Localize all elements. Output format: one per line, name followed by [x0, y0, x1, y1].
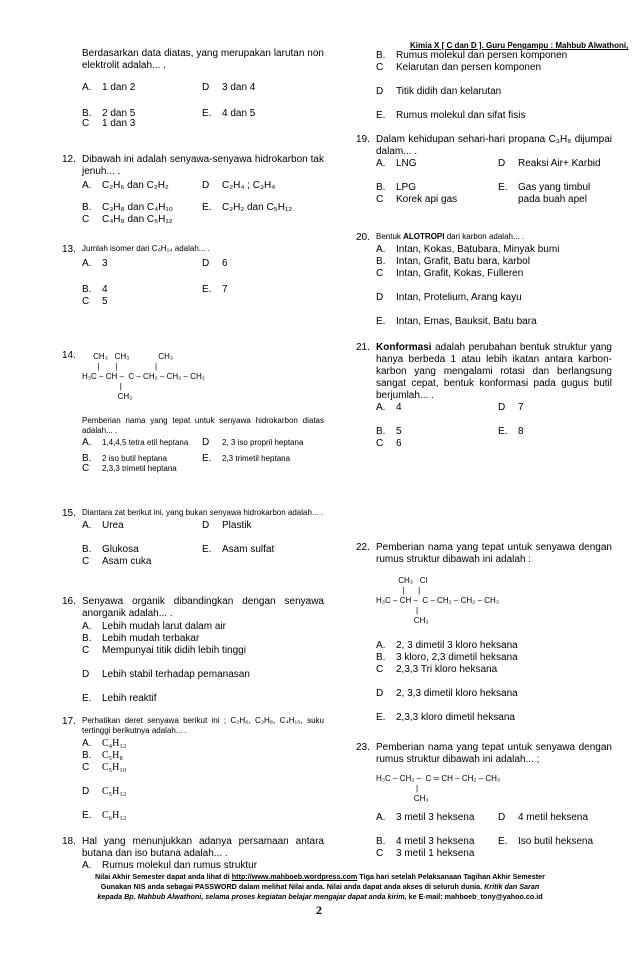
question-15: 15. Diantara zat berikut ini, yang bukan senyawa hidrokarbon adalah... . A. Urea D Plastik B. Glukosa E. Asam sulfat C Asam cuka: [62, 508, 324, 567]
structural-formula: H₃C – CH₂ – C ═ CH – CH₂ – CH₃ | CH₃: [376, 774, 501, 803]
option-b[interactable]: Glukosa: [102, 544, 139, 555]
question-number: 14.: [62, 350, 76, 361]
question-number: 19.: [356, 134, 370, 145]
question-14: 14. CH₃ CH₃ CH₃ | | | H₃C – CH – C – CH₂ – CH₂ – CH₂ | CH₃ Pemberian nama yang tepat untuk senyawa hidrokarbon diatas adalah... . A. 1,4,4,5 tetra etil heptana D 2, 3 iso propril heptana B. 2 iso butil heptana E. 2,3 trimetil heptana C 2,3,3 trimetil heptana: [62, 350, 324, 474]
question-18-continued: B. Rumus molekul dan persen komponen C Kelarutan dan persen komponen D Titik didih dan kelarutan E. Rumus molekul dan sifat fisis: [376, 50, 568, 121]
option-a[interactable]: 1,4,4,5 tetra etil heptana: [102, 438, 189, 447]
option-d[interactable]: C₅H₁₂: [102, 786, 127, 797]
page-header: Kimia X [ C dan D ]. Guru Pengampu : Mahbub Alwathoni,: [410, 41, 629, 50]
option-d[interactable]: 3 dan 4: [222, 82, 256, 93]
question-20: 20. Bentuk ALOTROPI dari karbon adalah... . A. Intan, Kokas, Batubara, Minyak bumi B. Intan, Grafit, Batu bara, karbol C Intan, Grafit, Kokas, Fulleren D Intan, Protelium, Arang kayu E. Intan, Emas, Bauksit, Batu bara: [356, 232, 612, 328]
question-number: 15.: [62, 508, 76, 519]
option-d[interactable]: 2, 3,3 dimetil kloro heksana: [396, 688, 518, 699]
option-e[interactable]: C₂H₂ dan C₅H₁₂: [222, 202, 293, 213]
option-a[interactable]: 4: [396, 402, 402, 413]
option-c[interactable]: C₅H₁₀: [102, 762, 127, 773]
option-e[interactable]: 4 dan 5: [222, 108, 256, 119]
question-number: 13.: [62, 244, 76, 255]
option-c[interactable]: 2,3,3 Tri kloro heksana: [396, 664, 498, 675]
option-d[interactable]: C₂H₄ ; C₃H₄: [222, 180, 276, 191]
option-b[interactable]: 5: [396, 426, 402, 437]
option-b[interactable]: LPG: [396, 182, 417, 193]
question-number: 22.: [356, 542, 370, 553]
option-d[interactable]: 2, 3 iso propril heptana: [222, 438, 304, 447]
option-d[interactable]: 6: [222, 258, 228, 269]
question-number: 23.: [356, 742, 370, 753]
option-c[interactable]: Kelarutan dan persen komponen: [396, 62, 542, 73]
question-stem: Dibawah ini adalah senyawa-senyawa hidrokarbon tak jenuh... .: [82, 154, 324, 177]
option-c[interactable]: 6: [396, 438, 402, 449]
website-link[interactable]: http://www.mahboeb.wordpress.com: [231, 872, 358, 881]
question-stem: Pemberian nama yang tepat untuk senyawa dengan rumus struktur dibawah ini adalah :: [376, 542, 612, 565]
question-stem: Dalam kehidupan sehari-hari propana C₃H₈ dijumpai dalam... .: [376, 134, 612, 157]
question-19: 19. Dalam kehidupan sehari-hari propana C₃H₈ dijumpai dalam... . A. LNG D Reaksi Air+ Karbid B. LPG E. Gas yang timbul pada buah apel C Korek api gas: [356, 134, 612, 205]
option-b[interactable]: 3 kloro, 2,3 dimetil heksana: [396, 652, 518, 663]
question-number: 12.: [62, 154, 76, 165]
question-17: 17. Perhatikan deret senyawa berikut ini ; C₂H₆, C₃H₈, C₄H₁₀, suku tertinggi berikutnya adalah... . A. C₄H₁₂ B. C₅H₈ C C₅H₁₀ D C₅H₁₂ E. C₆H₁₂: [62, 716, 324, 821]
option-c[interactable]: Asam cuka: [102, 556, 152, 567]
question-number: 21.: [356, 342, 370, 353]
question-16: 16. Senyawa organik dibandingkan dengan senyawa anorganik adalah... . A. Lebih mudah larut dalam air B. Lebih mudah terbakar C Mempunyai titik didih lebih tinggi D Lebih stabil terhadap pemanasan E. Lebih reaktif: [62, 596, 324, 704]
structural-formula: CH₃ CH₃ CH₃ | | | H₃C – CH – C – CH₂ – CH₂ – CH₂ | CH₃: [82, 352, 205, 401]
option-c[interactable]: Mempunyai titik didih lebih tinggi: [102, 645, 246, 656]
option-a[interactable]: Intan, Kokas, Batubara, Minyak bumi: [396, 244, 560, 255]
option-b[interactable]: 4: [102, 284, 108, 295]
option-e[interactable]: Rumus molekul dan sifat fisis: [396, 110, 526, 121]
option-d[interactable]: Lebih stabil terhadap pemanasan: [102, 669, 250, 680]
option-c[interactable]: Intan, Grafit, Kokas, Fulleren: [396, 268, 524, 279]
option-a[interactable]: C₂H₆ dan C₂H₂: [102, 180, 169, 191]
question-number: 20.: [356, 232, 370, 243]
option-a[interactable]: C₄H₁₂: [102, 738, 127, 749]
question-11-continued: Berdasarkan data diatas, yang merupakan larutan non elektrolit adalah... . A. 1 dan 2 D 3 dan 4 B. 2 dan 5 E. 4 dan 5 C 1 dan 3: [82, 48, 324, 129]
question-stem: Diantara zat berikut ini, yang bukan senyawa hidrokarbon adalah... .: [82, 508, 324, 517]
question-stem: Senyawa organik dibandingkan dengan senyawa anorganik adalah... .: [82, 596, 324, 619]
option-d[interactable]: Plastik: [222, 520, 252, 531]
option-d[interactable]: Intan, Protelium, Arang kayu: [396, 292, 522, 303]
question-stem: Konformasi adalah perubahan bentuk struktur yang hanya berbeda 1 atau lebih ikatan antara karbon-karbon yang mengalami rotasi dan berlangsung sangat cepat, bentuk konformasi pada gugus butil berjumlah... .: [376, 342, 612, 401]
option-c[interactable]: 5: [102, 296, 108, 307]
option-c[interactable]: 1 dan 3: [102, 118, 136, 129]
option-b[interactable]: 4 metil 3 heksena: [396, 836, 475, 847]
option-a[interactable]: Lebih mudah larut dalam air: [102, 621, 226, 632]
option-b[interactable]: C₃H₈ dan C₄H₁₀: [102, 202, 173, 213]
option-a[interactable]: LNG: [396, 158, 417, 169]
option-c[interactable]: Korek api gas: [396, 194, 458, 205]
option-a[interactable]: 3: [102, 258, 108, 269]
option-e[interactable]: C₆H₁₂: [102, 810, 127, 821]
option-c[interactable]: 3 metil 1 heksena: [396, 848, 475, 859]
question-stem: Pemberian nama yang tepat untuk senyawa hidrokarbon diatas adalah... .: [82, 416, 324, 435]
option-e[interactable]: 8: [518, 426, 524, 437]
option-b[interactable]: Lebih mudah terbakar: [102, 633, 200, 644]
option-d[interactable]: 7: [518, 402, 524, 413]
option-e[interactable]: 7: [222, 284, 228, 295]
option-e[interactable]: 2,3 trimetil heptana: [222, 454, 291, 463]
question-13: 13. Jumlah isomer dari C₆H₁₄ adalah... . A. 3 D 6 B. 4 E. 7 C 5: [62, 244, 324, 308]
page-number: 2: [316, 903, 322, 917]
option-c[interactable]: C₄H₈ dan C₅H₁₂: [102, 214, 173, 225]
question-stem: Berdasarkan data diatas, yang merupakan larutan non elektrolit adalah... .: [82, 48, 324, 71]
option-e[interactable]: Intan, Emas, Bauksit, Batu bara: [396, 316, 537, 327]
question-18: 18. Hal yang menunjukkan adanya persamaan antara butana dan iso butana adalah... . A. Rumus molekul dan rumus struktur: [62, 836, 324, 871]
question-12: 12. Dibawah ini adalah senyawa-senyawa hidrokarbon tak jenuh... . A. C₂H₆ dan C₂H₂ D C₂H₄ ; C₃H₄ B. C₃H₈ dan C₄H₁₀ E. C₂H₂ dan C₅H₁₂ C C₄H₈ dan C₅H₁₂: [62, 154, 324, 225]
option-e[interactable]: Iso butil heksena: [518, 836, 594, 847]
question-stem: Bentuk ALOTROPI dari karbon adalah... .: [376, 232, 525, 241]
option-b[interactable]: 2 iso butil heptana: [102, 454, 167, 463]
question-23: 23. Pemberian nama yang tepat untuk senyawa dengan rumus struktur dibawah ini adalah... ; H₃C – CH₂ – C ═ CH – CH₂ – CH₃ | CH₃ A. 3 metil 3 heksena D 4 metil heksena B. 4 metil 3 heksena E. Iso butil heksena C 3 metil 1 heksena: [356, 742, 612, 859]
question-number: 16.: [62, 596, 76, 607]
question-number: 18.: [62, 836, 76, 847]
option-e[interactable]: Lebih reaktif: [102, 693, 157, 704]
option-d[interactable]: 4 metil heksena: [518, 812, 589, 823]
option-a[interactable]: Urea: [102, 520, 124, 531]
option-b[interactable]: Rumus molekul dan persen komponen: [396, 50, 568, 61]
option-b[interactable]: 2 dan 5: [102, 108, 136, 119]
structural-formula: CH₃ Cl | | H₃C – CH – C – CH₂ – CH₂ – CH₃ | CH₃: [376, 576, 499, 625]
option-d[interactable]: Titik didih dan kelarutan: [396, 86, 502, 97]
option-e[interactable]: Gas yang timbul pada buah apel: [518, 182, 591, 205]
option-a[interactable]: 2, 3 dimetil 3 kloro heksana: [396, 640, 518, 651]
question-21: 21. Konformasi adalah perubahan bentuk struktur yang hanya berbeda 1 atau lebih ikatan antara karbon-karbon yang mengalami rotasi dan berlangsung sangat cepat, bentuk konformasi pada gugus butil berjumlah... . A. 4 D 7 B. 5 E. 8 C 6: [356, 342, 612, 449]
option-e[interactable]: Asam sulfat: [222, 544, 275, 555]
question-stem: Jumlah isomer dari C₆H₁₄ adalah... .: [82, 244, 210, 253]
option-e[interactable]: 2,3,3 kloro dimetil heksana: [396, 712, 515, 723]
option-a[interactable]: Rumus molekul dan rumus struktur: [102, 860, 258, 871]
question-stem: Pemberian nama yang tepat untuk senyawa dengan rumus struktur dibawah ini adalah... ;: [376, 742, 612, 765]
question-22: 22. Pemberian nama yang tepat untuk senyawa dengan rumus struktur dibawah ini adalah : CH₃ Cl | | H₃C – CH – C – CH₂ – CH₂ – CH₃ | CH₃ A. 2, 3 dimetil 3 kloro heksana B. 3 kloro, 2,3 dimetil heksana C 2,3,3 Tri kloro heksana D 2, 3,3 dimetil kloro heksana E. 2,3,3 kloro dimetil heksana: [356, 542, 612, 723]
page-footer: Nilai Akhir Semester dapat anda lihat di http://www.mahboeb.wordpress.com Tiga hari setelah Pelaksanaan Tagihan Akhir Semester Gunakan NIS anda sebagai PASSWORD dalam melihat Nilai anda. Nilai anda dapat anda akses di seluruh dunia. Kritik dan Saran kepada Bp. Mahbub Alwathoni, selama proses kegiatan belajar mengajar dapat anda kirim, ke E-mail: mahboeb_tony@yahoo.co.id: [95, 872, 545, 901]
option-b[interactable]: C₅H₈: [102, 750, 123, 761]
option-a[interactable]: 1 dan 2: [102, 82, 136, 93]
question-stem: Perhatikan deret senyawa berikut ini ; C₂H₆, C₃H₈, C₄H₁₀, suku tertinggi berikutnya adalah... .: [82, 716, 324, 735]
option-c[interactable]: 2,3,3 trimetil heptana: [102, 464, 177, 473]
question-number: 17.: [62, 716, 76, 727]
option-d[interactable]: Reaksi Air+ Karbid: [518, 158, 601, 169]
question-stem: Hal yang menunjukkan adanya persamaan antara butana dan iso butana adalah... .: [82, 836, 324, 859]
option-b[interactable]: Intan, Grafit, Batu bara, karbol: [396, 256, 530, 267]
option-a[interactable]: 3 metil 3 heksena: [396, 812, 475, 823]
